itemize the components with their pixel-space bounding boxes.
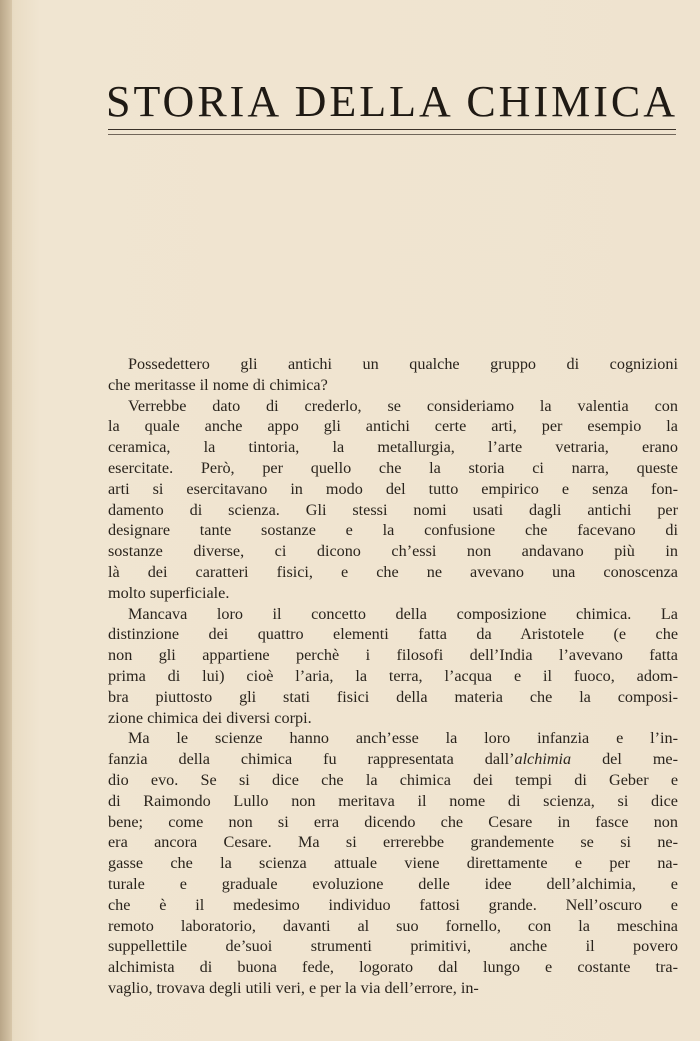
text-line: sostanze diverse, ci dicono ch’essi non andavano più in	[108, 542, 678, 561]
text-line: arti si esercitavano in modo del tutto empirico e senza fon-	[108, 479, 678, 498]
title-rule-top	[108, 129, 676, 130]
text-line: alchimista di buona fede, logorato dal lungo e costante tra-	[108, 958, 678, 977]
text-line: turale e graduale evoluzione delle idee dell’alchimia, e	[108, 874, 678, 893]
text-line: che è il medesimo individuo fattosi grande. Nell’oscuro e	[108, 895, 678, 914]
text-line: là dei caratteri fisici, e che ne avevano una conoscenza	[108, 562, 678, 581]
title-rule-bottom	[108, 134, 676, 135]
text-line: la quale anche appo gli antichi certe arti, per esempio la	[108, 417, 678, 436]
text-line: fanzia della chimica fu rappresentata dall’alchimia del me-	[108, 750, 678, 769]
text-line: designare tante sostanze e la confusione che facevano di	[108, 521, 678, 540]
paragraph	[108, 396, 678, 604]
text-line: Ma le scienze hanno anch’esse la loro infanzia e l’in-	[128, 729, 678, 748]
text-line: suppellettile de’suoi strumenti primitivi, anche il povero	[108, 937, 678, 956]
text-line: molto superficiale.	[108, 583, 230, 602]
paragraph	[108, 604, 678, 729]
text-line: ceramica, la tintoria, la metallurgia, l’arte vetraria, erano	[108, 438, 678, 457]
text-line: che meritasse il nome di chimica?	[108, 375, 328, 394]
text-line: vaglio, trovava degli utili veri, e per la via dell’errore, in-	[108, 978, 479, 997]
text-line: esercitate. Però, per quello che la storia ci narra, queste	[108, 458, 678, 477]
text-line: era ancora Cesare. Ma si errerebbe grandemente se si ne-	[108, 833, 678, 852]
text-line: prima di lui) cioè l’aria, la terra, l’acqua e il fuoco, adom-	[108, 666, 678, 685]
text-line: di Raimondo Lullo non meritava il nome di scienza, si dice	[108, 791, 678, 810]
text-line: remoto laboratorio, davanti al suo fornello, con la meschina	[108, 916, 678, 935]
text-line: zione chimica dei diversi corpi.	[108, 708, 312, 727]
text-line: Verrebbe dato di crederlo, se consideriamo la valentia con	[128, 396, 678, 415]
text-line: non gli appartiene perchè i filosofi dell’India l’avevano fatta	[108, 646, 678, 665]
paragraph	[108, 728, 678, 998]
page-gutter	[0, 0, 12, 1041]
text-line: Possedettero gli antichi un qualche gruppo di cognizioni	[128, 355, 678, 373]
paragraph	[108, 354, 678, 396]
chapter-title: STORIA DELLA CHIMICA	[106, 77, 678, 126]
text-line: bene; come non si erra dicendo che Cesare in fasce non	[108, 812, 678, 831]
text-line: Mancava loro il concetto della composizione chimica. La	[128, 604, 678, 623]
text-line: damento di scienza. Gli stessi nomi usati dagli antichi per	[108, 500, 678, 519]
text-line: gasse che la scienza attuale viene direttamente e per na-	[108, 854, 678, 873]
body-text	[108, 354, 678, 999]
text-line: distinzione dei quattro elementi fatta da Aristotele (e che	[108, 625, 678, 644]
text-line: bra piuttosto gli stati fisici della materia che la composi-	[108, 687, 678, 706]
text-line: dio evo. Se si dice che la chimica dei tempi di Geber e	[108, 770, 678, 789]
